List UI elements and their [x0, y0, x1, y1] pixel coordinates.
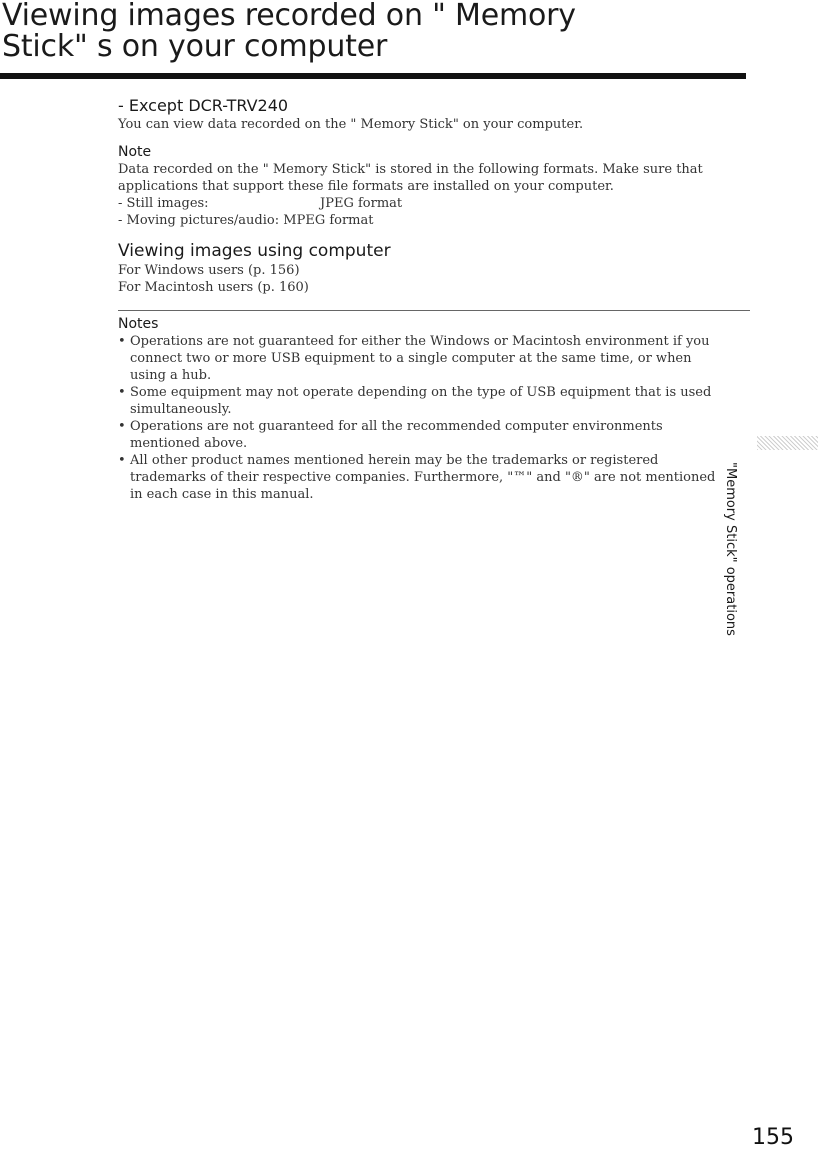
- page-number: 155: [752, 1125, 794, 1150]
- notes-label: Notes: [118, 316, 159, 332]
- format-label: - Still images:: [118, 196, 209, 211]
- notes-item-text: All other product names mentioned herein may be the trademarks or registered trademarks of their respective companies. Furthermore, "™" and "®" are not mentioned in each case in this manual.: [130, 453, 716, 502]
- notes-item-text: Some equipment may not operate depending on the type of USB equipment that is used simultaneously.: [130, 385, 712, 417]
- note-text: Data recorded on the " Memory Stick" is stored in the following formats. Make sure that applications that support these file formats are installed on your computer.: [118, 162, 703, 194]
- note-label: Note: [118, 144, 152, 160]
- format-row: [118, 195, 748, 212]
- mac-link-text: For Macintosh users (p. 160): [118, 280, 309, 295]
- notes-item: [118, 418, 748, 452]
- main-content: [118, 96, 748, 503]
- viewing-heading: Viewing images using computer: [118, 241, 391, 261]
- notes-item: [118, 384, 748, 418]
- section-tab-label: "Memory Stick" operations: [723, 462, 738, 636]
- format-label: - Moving pictures/audio:: [118, 213, 280, 228]
- page-title-line-1: Viewing images recorded on " Memory: [2, 0, 576, 33]
- format-value: JPEG format: [320, 196, 403, 211]
- bullet-icon: •: [118, 419, 126, 434]
- section-tab-marker: [757, 436, 818, 450]
- except-text: You can view data recorded on the " Memory Stick" on your computer.: [118, 117, 584, 132]
- notes-item-text: Operations are not guaranteed for all the recommended computer environments mentioned above.: [130, 419, 663, 451]
- title-rule: [0, 73, 746, 79]
- except-heading: - Except DCR-TRV240: [118, 96, 289, 115]
- page-title: [2, 0, 762, 62]
- format-value: MPEG format: [283, 213, 374, 228]
- notes-item: [118, 452, 748, 503]
- bullet-icon: •: [118, 385, 126, 400]
- notes-item-text: Operations are not guaranteed for either the Windows or Macintosh environment if you connect two or more USB equipment to a single computer at the same time, or when using a hub.: [130, 334, 710, 383]
- notes-divider: [118, 310, 750, 311]
- format-row: [118, 212, 748, 229]
- page-title-line-2: Stick" s on your computer: [2, 29, 388, 64]
- notes-item: [118, 333, 748, 384]
- bullet-icon: •: [118, 453, 126, 468]
- windows-link-text: For Windows users (p. 156): [118, 263, 300, 278]
- bullet-icon: •: [118, 334, 126, 349]
